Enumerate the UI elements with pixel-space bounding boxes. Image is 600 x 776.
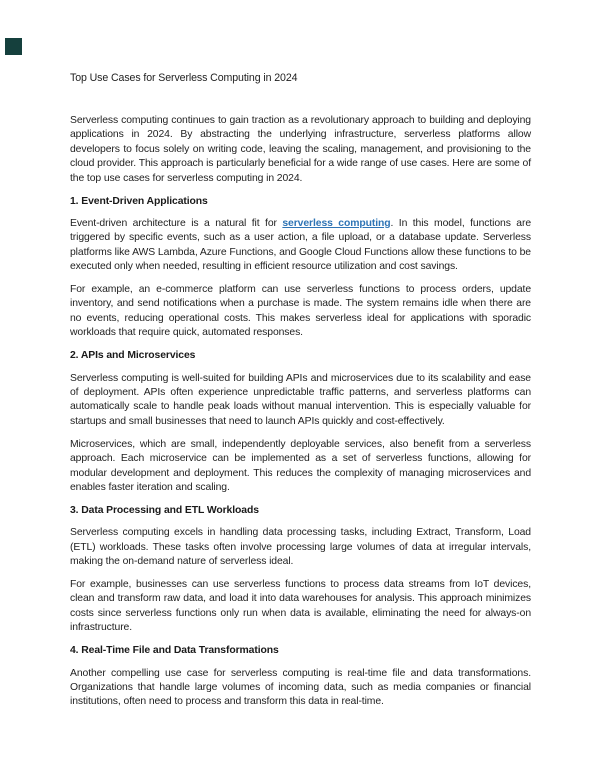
section-2-paragraph-2: Microservices, which are small, independently deployable services, also benefit from a serverless approach. Each microservice can be implemented as a set of serverless functions, allowing for modular development and deployment. This reduces the complexity of managing microservices and enables faster iteration and scaling. <box>70 438 531 493</box>
section-3-paragraph-2: For example, businesses can use serverless functions to process data streams from IoT devices, clean and transform raw data, and load it into data warehouses for analysis. This approach minimizes costs since serverless functions only run when data is available, eliminating the need for always-on infrastructure. <box>70 578 531 634</box>
section-3-heading: 3. Data Processing and ETL Workloads <box>70 504 259 516</box>
serverless-computing-link[interactable]: serverless computing <box>282 217 391 229</box>
document-title: Top Use Cases for Serverless Computing in 2024 <box>70 72 298 84</box>
section-4-heading: 4. Real-Time File and Data Transformations <box>70 645 279 657</box>
section-1-paragraph-2: For example, an e-commerce platform can use serverless functions to process orders, update inventory, and send notifications when a purchase is made. The system remains idle when there are no events, reducing operational costs. This makes serverless ideal for applications with sporadic workloads that require quick, automated responses. <box>70 284 531 339</box>
section-1-heading: 1. Event-Driven Applications <box>70 195 208 207</box>
section-2-paragraph-1: Serverless computing is well-suited for building APIs and microservices due to its scalability and ease of deployment. APIs often experience unpredictable traffic patterns, and serverless platforms can automatically scale to handle peak loads without manual intervention. This is especially valuable for startups and small businesses that need to launch APIs quickly and cost-effectively. <box>70 372 531 427</box>
paragraph-text-before-link: Event-driven architecture is a natural fit for <box>70 217 283 229</box>
intro-paragraph: Serverless computing continues to gain traction as a revolutionary approach to building and deploying applications in 2024. By abstracting the underlying infrastructure, serverless platforms allow developers to focus solely on writing code, leaving the scaling, management, and provisioning to the cloud provider. This approach is particularly beneficial for a wide range of use cases. Here are some of the top use cases for serverless computing in 2024. <box>70 115 531 184</box>
section-2-heading: 2. APIs and Microservices <box>70 350 196 362</box>
section-4-paragraph-1: Another compelling use case for serverless computing is real-time file and data transformations. Organizations that handle large volumes of incoming data, such as media companies or financial institutions, often need to process and transform this data in real-time. <box>70 667 531 708</box>
section-3-paragraph-1: Serverless computing excels in handling data processing tasks, including Extract, Transform, Load (ETL) workloads. These tasks often involve processing large volumes of data at irregular intervals, making the on-demand nature of serverless ideal. <box>70 527 531 568</box>
document-content <box>70 71 531 718</box>
section-1-paragraph-1 <box>70 217 531 275</box>
paragraph-text-after-link: . In this model, functions are triggered by specific events, such as a user action, a file upload, or a database update. Serverless platforms like AWS Lambda, Azure Functions, and Google Cloud Functions allow these functions to be executed only when needed, resulting in efficient resource utilization and cost savings. <box>70 217 532 273</box>
page-corner-marker <box>5 38 22 55</box>
